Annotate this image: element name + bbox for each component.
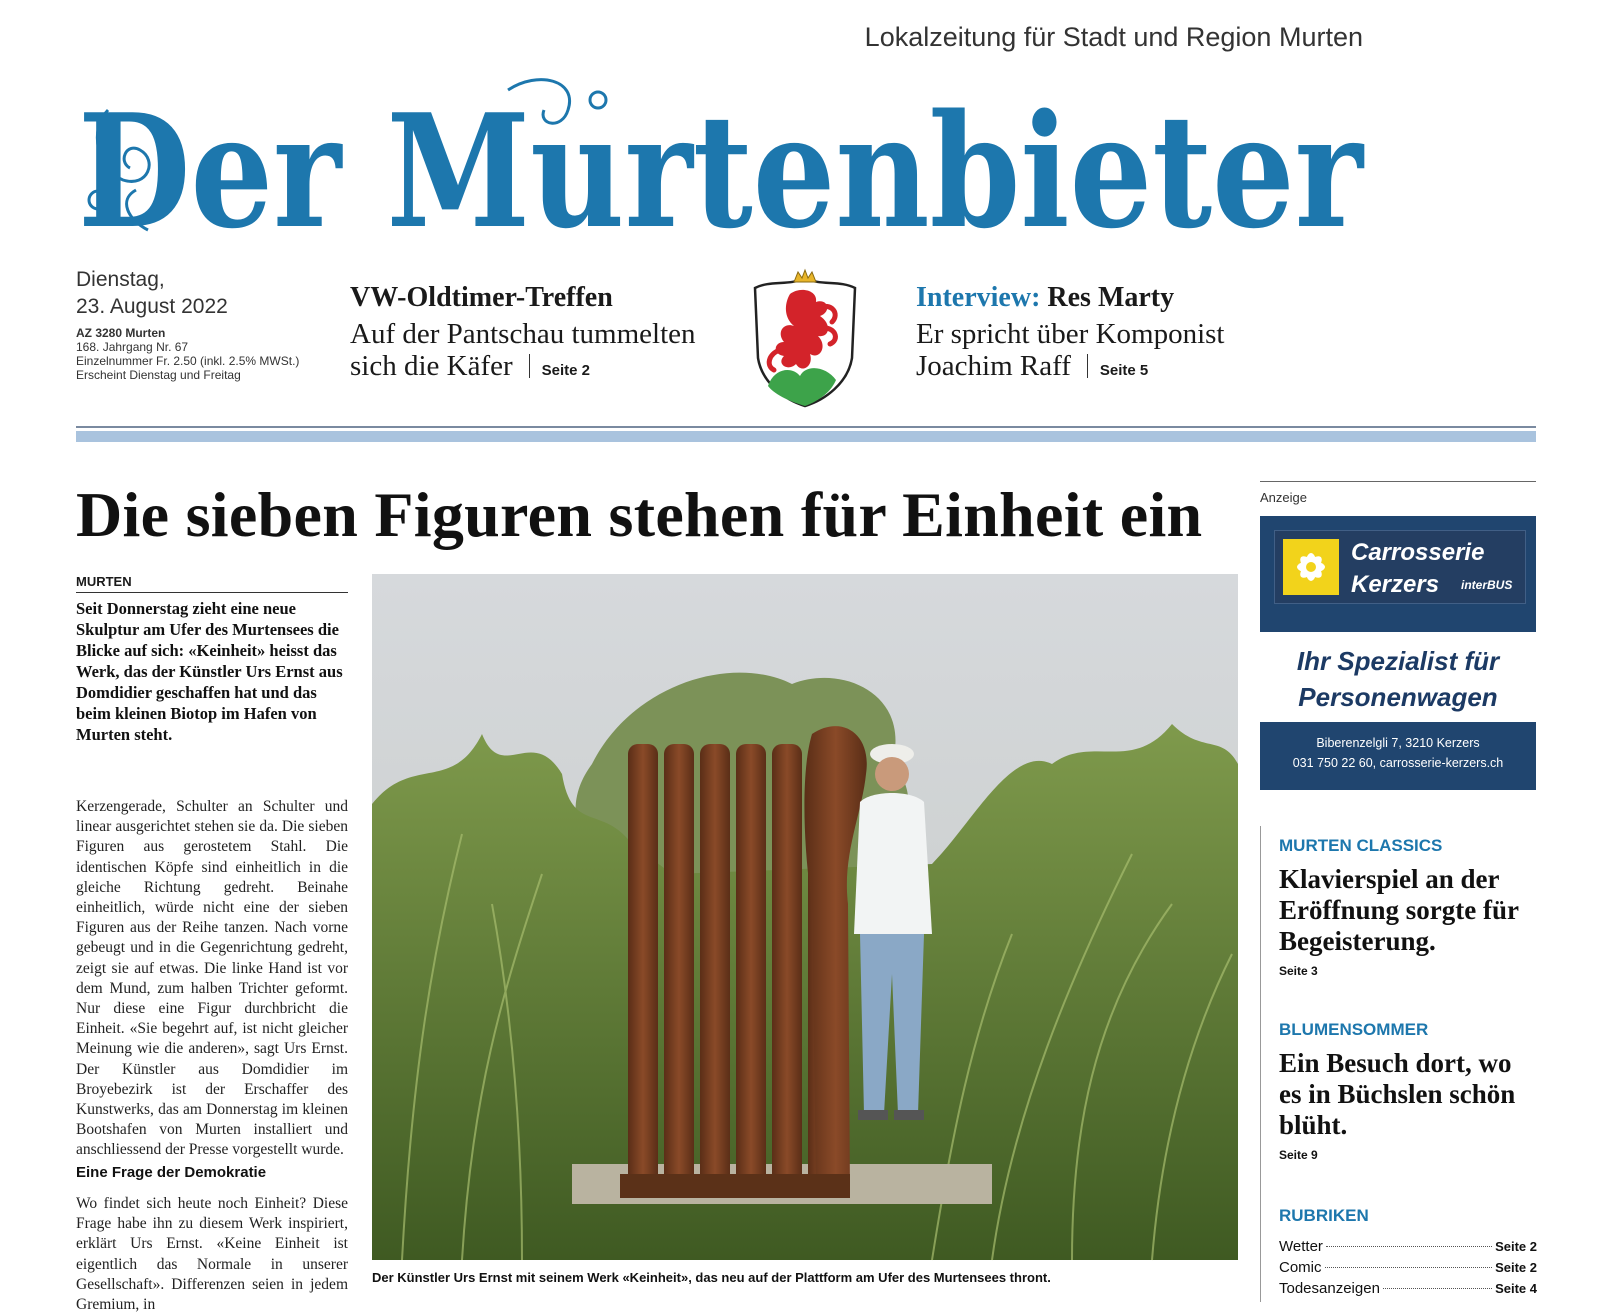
ad-label: Anzeige bbox=[1260, 490, 1307, 505]
main-headline[interactable]: Die sieben Figuren stehen für Einheit ein bbox=[76, 479, 1203, 550]
murten-lion-crest-icon bbox=[740, 268, 870, 408]
sidebar-top-rule bbox=[1260, 481, 1536, 482]
sidebar-title-blumensommer[interactable]: Ein Besuch dort, wo es in Büchslen schön blüht. bbox=[1279, 1048, 1516, 1140]
sidebar-rubriken-title: RUBRIKEN bbox=[1279, 1206, 1369, 1225]
issue-jahrgang: 168. Jahrgang Nr. 67 bbox=[76, 340, 189, 354]
sidebar-kicker-blumensommer: BLUMENSOMMER bbox=[1279, 1020, 1429, 1039]
ad-slogan-1: Ihr Spezialist für bbox=[1296, 646, 1500, 676]
rubrik-name: Todesanzeigen bbox=[1279, 1280, 1380, 1297]
dot-leader bbox=[1383, 1288, 1492, 1289]
issue-weekday: Dienstag, bbox=[76, 268, 165, 291]
sidebar-title-classics[interactable]: Klavierspiel an der Eröffnung sorgte für Begeisterung. bbox=[1279, 864, 1519, 956]
ad-logo-panel bbox=[1274, 530, 1526, 604]
ad-partner-logo: interBUS bbox=[1461, 578, 1513, 592]
article-lead: Seit Donnerstag zieht eine neue Skulptur am Ufer des Murtensees die Blicke auf sich: «Keinheit» heisst das Werk, das der Künstler Urs Ernst aus Domdidier geschaffen hat und das beim kleinen Biotop im Hafen von Murten steht. bbox=[76, 599, 343, 744]
ad-slogan-panel bbox=[1260, 632, 1536, 722]
photo-caption: Der Künstler Urs Ernst mit seinem Werk «Keinheit», das neu auf der Plattform am Ufer des Murtensees thront. bbox=[372, 1270, 1051, 1285]
masthead-divider-thick bbox=[76, 431, 1536, 442]
issue-price: Einzelnummer Fr. 2.50 (inkl. 2.5% MWSt.) bbox=[76, 354, 300, 368]
tagline: Lokalzeitung für Stadt und Region Murten bbox=[864, 22, 1363, 52]
issue-date: 23. August 2022 bbox=[76, 295, 228, 318]
rubrik-row[interactable] bbox=[1279, 1259, 1537, 1276]
teaser-interview-name: Res Marty bbox=[1047, 282, 1175, 313]
teaser-interview-page: Seite 5 bbox=[1099, 362, 1149, 379]
sidebar-page-blumensommer: Seite 9 bbox=[1279, 1148, 1318, 1162]
sun-logo-icon bbox=[1283, 539, 1339, 595]
ad-contact-panel bbox=[1260, 722, 1536, 790]
masthead-title: Der Murtenbieter bbox=[78, 80, 1365, 263]
teaser-interview-line1: Er spricht über Komponist bbox=[916, 318, 1225, 350]
teaser-oldtimer-line1: Auf der Pantschau tummelten bbox=[350, 318, 696, 350]
ad-header bbox=[1260, 516, 1536, 632]
article-body-1: Kerzengerade, Schulter an Schulter und linear ausgerichtet stehen sie da. Die sieben Figuren aus gerostetem Stahl. Die identischen Köpfe sind einheitlich in die gleiche Richtung gedreht. Beinahe einheitlich, würde nicht eine der sieben Figuren aus der Reihe tanzen. Nach vorne gebeugt und in die Gegenrichtung gedreht, zeigt sie auf etwas. Die linke Hand ist vor dem Mund, zum halben Trichter geformt. Nur diese eine Figur durchbricht die Einheit. «Sie begehrt auf, ist nicht gleicher Meinung wie die anderen», sagt Urs Ernst. Der Künstler aus Domdidier im Broyebezirk ist der Erschaffer des Kunstwerks, das am Donnerstag im kleinen Bootshafen von Murten installiert und anschliessend der Presse vorgestellt wurde. bbox=[76, 798, 348, 1159]
article-rubrik: MURTEN bbox=[76, 574, 348, 593]
dot-leader bbox=[1325, 1267, 1493, 1268]
sidebar-kicker-classics: MURTEN CLASSICS bbox=[1279, 836, 1443, 855]
ad-address: Biberenzelgli 7, 3210 Kerzers bbox=[1316, 736, 1480, 750]
teaser-oldtimer-line2: sich die Käfer bbox=[350, 350, 513, 382]
rubrik-name: Comic bbox=[1279, 1259, 1322, 1276]
rubrik-page: Seite 2 bbox=[1495, 1239, 1537, 1254]
teaser-interview-line2: Joachim Raff bbox=[916, 350, 1071, 382]
issue-az: AZ 3280 Murten bbox=[76, 326, 166, 340]
ad-slogan-2: Personenwagen bbox=[1298, 682, 1498, 712]
teaser-oldtimer-text[interactable] bbox=[350, 318, 730, 387]
pipe-divider bbox=[1087, 354, 1088, 378]
teaser-interview-line2-row bbox=[916, 350, 1276, 387]
ad-company-name-2: Kerzers bbox=[1351, 571, 1440, 598]
ad-contact: 031 750 22 60, carrosserie-kerzers.ch bbox=[1292, 756, 1504, 770]
teaser-interview-text[interactable] bbox=[916, 318, 1276, 387]
advertisement[interactable] bbox=[1260, 516, 1536, 790]
teaser-interview-heading[interactable] bbox=[916, 282, 1174, 314]
teaser-oldtimer-line2-row bbox=[350, 350, 730, 387]
rubrik-page: Seite 2 bbox=[1495, 1260, 1537, 1275]
sidebar-teasers bbox=[1260, 826, 1537, 1302]
sidebar-page-classics: Seite 3 bbox=[1279, 964, 1318, 978]
issue-frequency: Erscheint Dienstag und Freitag bbox=[76, 368, 241, 382]
teaser-oldtimer-page: Seite 2 bbox=[541, 362, 591, 379]
rubrik-name: Wetter bbox=[1279, 1238, 1323, 1255]
photo-sculpture bbox=[620, 726, 867, 1198]
masthead-logo bbox=[78, 70, 1368, 263]
article-body-2: Wo findet sich heute noch Einheit? Diese Frage habe ihn zu diesem Werk inspiriert, erklärt Urs Ernst. «Keine Einheit ist eigentlich das Normale in unserer Gesellschaft». Differenzen seien in jedem Gremium, in bbox=[76, 1195, 348, 1314]
masthead-divider-thin bbox=[76, 426, 1536, 428]
ad-company-name-1: Carrosserie bbox=[1351, 539, 1485, 566]
article-subhead: Eine Frage der Demokratie bbox=[76, 1164, 267, 1181]
teaser-oldtimer-heading[interactable]: VW-Oldtimer-Treffen bbox=[350, 282, 613, 313]
rubrik-row[interactable] bbox=[1279, 1238, 1537, 1255]
article-photo bbox=[372, 574, 1238, 1260]
pipe-divider bbox=[529, 354, 530, 378]
rubrik-page: Seite 4 bbox=[1495, 1281, 1537, 1296]
teaser-interview-kicker: Interview: bbox=[916, 282, 1041, 313]
dot-leader bbox=[1326, 1246, 1492, 1247]
rubrik-row[interactable] bbox=[1279, 1280, 1537, 1297]
